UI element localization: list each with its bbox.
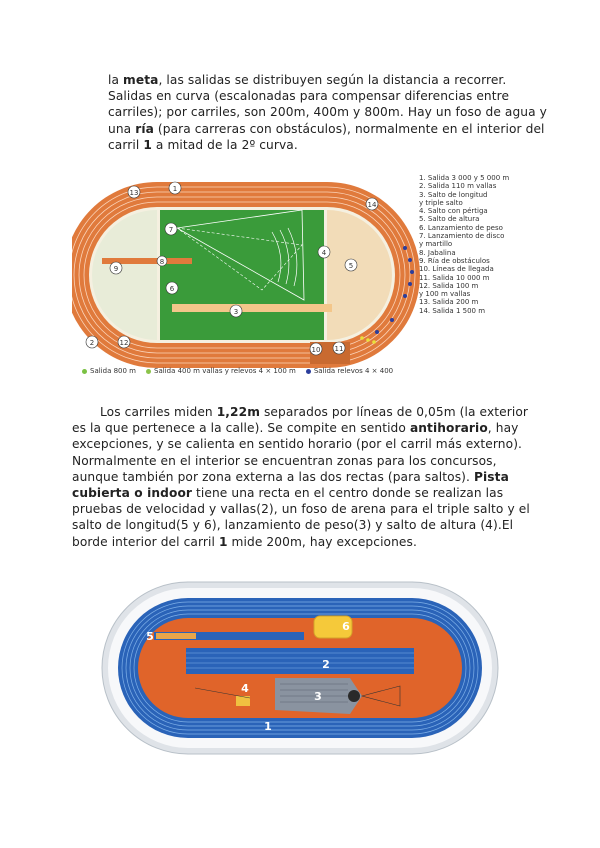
legend-item: y 100 m vallas bbox=[419, 290, 471, 299]
marker-13: 13 bbox=[129, 189, 139, 197]
legend-item: 2. Salida 110 m vallas bbox=[419, 182, 497, 191]
legend-item: y martillo bbox=[419, 240, 453, 249]
start-legend-item bbox=[82, 367, 136, 375]
indoor-label-4: 4 bbox=[241, 682, 249, 695]
marker-1: 1 bbox=[172, 185, 178, 193]
bold-term-lane: 1 bbox=[218, 534, 228, 549]
text-span: la bbox=[108, 73, 124, 87]
marker-12: 12 bbox=[119, 339, 129, 347]
legend-item: 6. Lanzamiento de peso bbox=[419, 223, 503, 232]
track-legend bbox=[419, 174, 509, 315]
legend-item: 10. Líneas de llegada bbox=[419, 265, 494, 274]
marker-10: 10 bbox=[311, 346, 321, 354]
marker-7: 7 bbox=[168, 226, 174, 234]
marker-14: 14 bbox=[367, 201, 377, 209]
text-span: tiene una recta en el centro donde se realizan las pruebas de velocidad y vallas(2), un foso de arena para el triple salto y el salto de longitud(5 y 6), lanzamiento de peso(3) y salto de altura (4).El borde interior del carril bbox=[72, 486, 530, 549]
bold-term-meta: meta bbox=[123, 73, 159, 87]
indoor-label-3: 3 bbox=[314, 690, 322, 703]
legend-label: Salida relevos 4 × 400 bbox=[313, 367, 394, 375]
start-legend-item bbox=[306, 367, 393, 375]
paragraph-intro bbox=[108, 72, 548, 153]
bold-term-indoor: Pista cubierta o indoor bbox=[72, 469, 509, 501]
legend-label: Salida 800 m bbox=[90, 367, 136, 375]
text-span: (para carreras con obstáculos), normalmente en el interior del carril bbox=[108, 121, 545, 152]
bold-term-direction: antihorario bbox=[409, 421, 488, 436]
legend-item: 7. Lanzamiento de disco bbox=[419, 232, 505, 241]
legend-item: y triple salto bbox=[419, 198, 463, 207]
text-span: mide 200m, hay excepciones. bbox=[227, 534, 417, 549]
marker-5: 5 bbox=[348, 262, 354, 270]
legend-label: Salida 400 m vallas y relevos 4 × 100 m bbox=[154, 367, 296, 375]
marker-3: 3 bbox=[233, 308, 239, 316]
text-span: , las salidas se distribuyen según la distancia a recorrer. Salidas en curva (escalonadas para compensar diferencias entre carriles); por carriles, son 200m, 400m y 800m. Hay un foso de agua y una bbox=[108, 73, 547, 136]
bold-term-ria: ría bbox=[135, 121, 154, 136]
indoor-label-5: 5 bbox=[146, 630, 154, 643]
legend-item: 9. Ría de obstáculos bbox=[419, 256, 490, 265]
paragraph-lanes bbox=[72, 404, 532, 550]
indoor-label-1: 1 bbox=[264, 720, 272, 733]
marker-2: 2 bbox=[89, 339, 95, 347]
start-legend-item bbox=[146, 367, 296, 375]
green-dot-icon bbox=[82, 369, 87, 374]
legend-item: 11. Salida 10 000 m bbox=[419, 273, 490, 282]
marker-11: 11 bbox=[334, 345, 344, 353]
legend-item: 4. Salto con pértiga bbox=[419, 207, 488, 216]
indoor-label-6: 6 bbox=[342, 620, 350, 633]
marker-8: 8 bbox=[159, 258, 165, 266]
bold-term-lane-width: 1,22m bbox=[216, 405, 260, 419]
bold-term-lane: 1 bbox=[143, 137, 152, 152]
marker-6: 6 bbox=[169, 285, 175, 293]
text-span: Los carriles miden bbox=[100, 405, 217, 419]
legend-item: 3. Salto de longitud bbox=[419, 190, 488, 199]
start-legend bbox=[82, 367, 393, 375]
legend-item: 5. Salto de altura bbox=[419, 215, 480, 224]
indoor-track-diagram bbox=[100, 578, 500, 758]
marker-4: 4 bbox=[321, 249, 327, 257]
legend-item: 8. Jabalina bbox=[419, 248, 456, 257]
text-span: separados por líneas de 0,05m (la exterior es la que pertenece a la calle). Se compite en sentido bbox=[72, 405, 528, 436]
blue-dot-icon bbox=[306, 369, 311, 374]
legend-item: 12. Salida 100 m bbox=[419, 281, 479, 290]
indoor-label-2: 2 bbox=[322, 658, 330, 671]
marker-9: 9 bbox=[113, 265, 119, 273]
legend-item: 1. Salida 3 000 y 5 000 m bbox=[419, 174, 510, 182]
text-span: a mitad de la 2º curva. bbox=[151, 137, 298, 152]
text-span: , hay excepciones, y se calienta en sentido horario (por el carril más externo). Normalmente en el interior se encuentran zonas para los concursos, aunque también por zona externa a las dos rectas (para saltos). bbox=[72, 421, 523, 484]
legend-item: 13. Salida 200 m bbox=[419, 298, 479, 307]
green-dot-icon bbox=[146, 369, 151, 374]
legend-item: 14. Salida 1 500 m bbox=[419, 306, 486, 315]
